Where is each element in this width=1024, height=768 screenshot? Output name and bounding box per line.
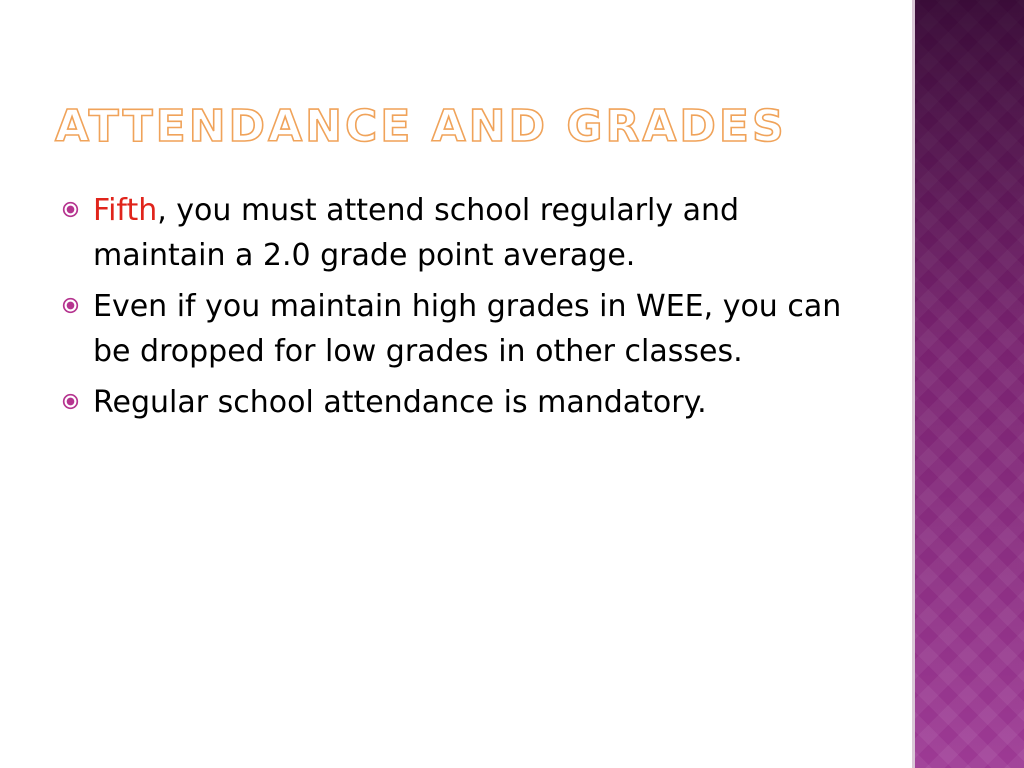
bullet-highlight-word: Fifth [93, 193, 158, 228]
target-bullet-icon [62, 297, 79, 314]
bullet-item [62, 188, 862, 278]
bullet-list [62, 188, 862, 431]
slide-title: ATTENDANCE AND GRADES [55, 101, 787, 152]
bullet-text: Regular school attendance is mandatory. [93, 385, 707, 420]
side-decorative-band [912, 0, 1024, 768]
bullet-item [62, 380, 862, 425]
side-band-edge [912, 0, 915, 768]
bullet-text: , you must attend school regularly and maintain a 2.0 grade point average. [93, 193, 740, 273]
target-bullet-icon [62, 201, 79, 218]
target-bullet-icon [62, 393, 79, 410]
bullet-text: Even if you maintain high grades in WEE, you can be dropped for low grades in other classes. [93, 289, 842, 369]
bullet-item [62, 284, 862, 374]
